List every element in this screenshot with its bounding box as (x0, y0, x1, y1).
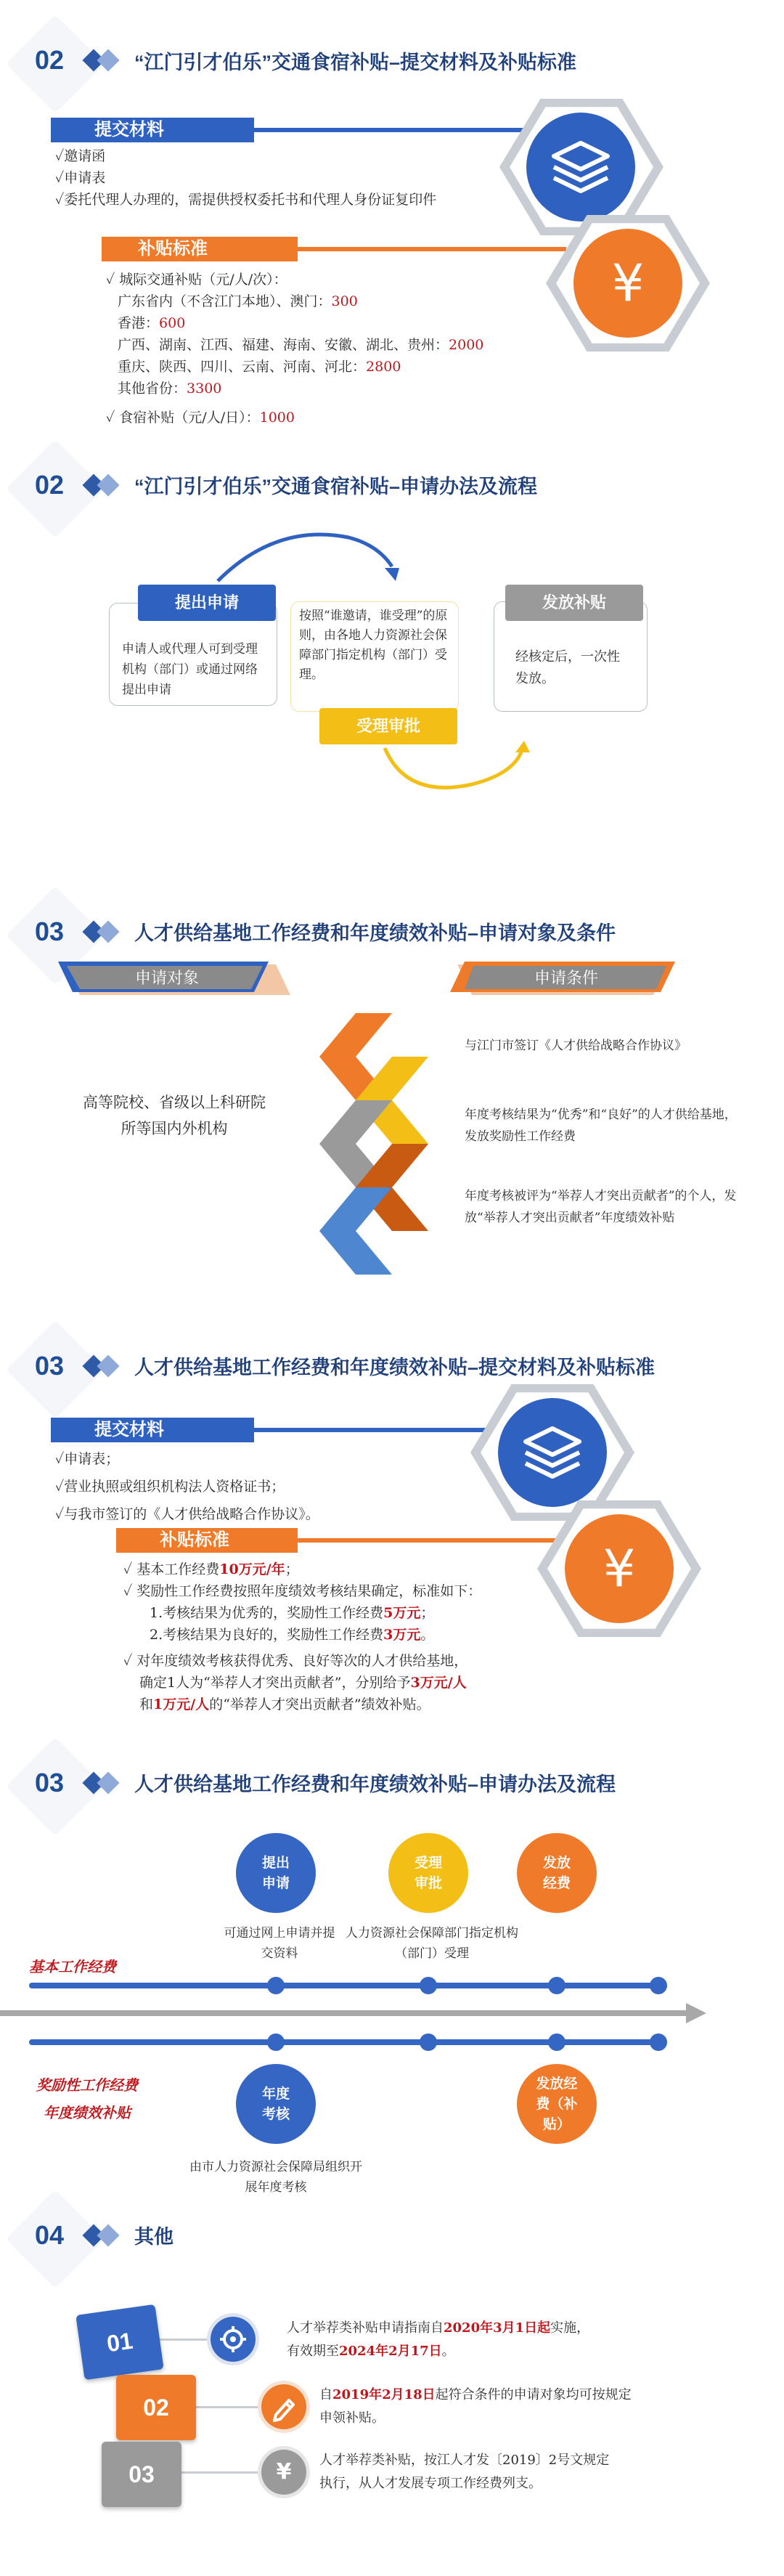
process-circle: 年度考核 (236, 2064, 316, 2144)
condition-1: 与江门市签订《人才供给战略合作协议》 (465, 1039, 687, 1053)
reward-label: 1.考核结果为优秀的，奖励性工作经费 (150, 1605, 384, 1621)
section-number: 03 (35, 1768, 65, 1797)
base-fund-label: ✓ 基本工作经费 (123, 1561, 220, 1577)
material-item: ✓委托代理人办理的，需提供授权委托书和代理人身份证复印件 (55, 192, 437, 208)
perf-label: 确定1人为“举荐人才突出贡献者”，分别给予 (139, 1675, 411, 1691)
layers-icon (498, 1398, 607, 1507)
timeline-dot (548, 2033, 565, 2051)
layers-icon (526, 113, 635, 222)
food-value: 1000 (259, 410, 295, 426)
section-number: 02 (35, 470, 65, 500)
section-number: 02 (35, 45, 65, 75)
base-fund-post: ； (285, 1561, 299, 1577)
material-item: ✓邀请函 (55, 148, 106, 164)
reward-label: 2.考核结果为良好的，奖励性工作经费 (150, 1627, 384, 1643)
other-item-text (287, 2317, 589, 2363)
timeline-dot (650, 2033, 667, 2051)
other-item-number: 03 (102, 2442, 181, 2507)
section-number: 04 (35, 2220, 65, 2250)
timeline-dot (548, 1977, 565, 1994)
timeline-line-2 (29, 2039, 661, 2045)
material-item: ✓申请表； (55, 1451, 120, 1467)
process-desc: 可通过网上申请并提交资料 (224, 1926, 335, 1961)
process-desc: 由市人力资源社会保障局组织开展年度考核 (189, 2160, 362, 2195)
text-part: 起符合条件的申请对象均可按规定 (435, 2387, 632, 2402)
standard-row-value: 600 (159, 315, 186, 331)
step-text: 申请人或代理人可到受理机构（部门）或通过网络提出申请 (122, 642, 258, 697)
section-title: 人才供给基地工作经费和年度绩效补贴–申请办法及流程 (134, 1773, 616, 1795)
yen-icon: ¥ (573, 229, 682, 338)
standard-list (123, 1559, 481, 1715)
standard-list (106, 269, 483, 428)
other-line (319, 2407, 632, 2430)
perf-value: 1万元/人 (153, 1697, 210, 1712)
line2-label-b: 年度绩效补贴 (44, 2104, 131, 2121)
section-diamond-icon (97, 1771, 119, 1794)
yen-icon: ¥ (261, 2450, 306, 2495)
process-circle: 发放经费 (517, 1833, 597, 1913)
text-part: 自 (319, 2387, 332, 2402)
section-title: 其他 (134, 2226, 173, 2248)
timeline-dot (420, 2033, 437, 2051)
other-item-text (319, 2384, 632, 2430)
section-title: “江门引才伯乐”交通食宿补贴–提交材料及补贴标准 (134, 52, 577, 73)
line2-label (15, 2071, 160, 2126)
base-fund-row (123, 1559, 481, 1580)
text-highlight: 2019年2月18日 (332, 2387, 436, 2402)
standard-row (106, 334, 483, 356)
standard-row-value: 2000 (449, 337, 484, 353)
food-row (106, 407, 483, 428)
materials-list (55, 1445, 319, 1528)
process-desc: 人力资源社会保障部门指定机构（部门）受理 (346, 1926, 518, 1961)
timeline-line-1 (29, 1983, 661, 1988)
section-diamond-icon (97, 2224, 119, 2246)
perf-row (123, 1672, 481, 1694)
step-text: 经核定后，一次性发放。 (515, 649, 620, 686)
perf-row (123, 1694, 481, 1715)
material-item: ✓营业执照或组织机构法人资格证书； (55, 1479, 285, 1495)
standard-row-value: 3300 (187, 381, 222, 397)
text-highlight: 2024年2月17日 (339, 2344, 442, 2359)
condition-3: 年度考核被评为“举荐人才突出贡献者”的个人，发放“举荐人才突出贡献者”年度绩效补贴 (465, 1189, 737, 1225)
step-label: 发放补贴 (505, 585, 643, 621)
other-item-number: 02 (116, 2375, 196, 2440)
standard-row-label: 香港： (118, 315, 160, 331)
other-line (287, 2340, 589, 2363)
standard-row-value: 2800 (366, 359, 401, 375)
standard-row-value: 300 (331, 293, 358, 309)
material-item: ✓申请表 (55, 170, 106, 186)
timeline-arrow (0, 2010, 690, 2016)
food-label: ✓ 食宿补贴（元/人/日）： (106, 410, 260, 426)
perf-label: 和 (139, 1697, 154, 1712)
section-diamond-icon (97, 49, 119, 71)
section-number: 03 (35, 917, 65, 946)
target-label: 申请对象 (134, 970, 199, 988)
materials-header-line (211, 128, 544, 132)
standard-row-label: 广东省内（不含江门本地）、澳门： (118, 293, 332, 309)
standard-header: 补贴标准 (116, 1528, 298, 1553)
timeline-dot (420, 1977, 437, 1994)
condition-2: 年度考核结果为“优秀”和“良好”的人才供给基地，发放奖励性工作经费 (465, 1108, 737, 1144)
timeline-dot (267, 2033, 285, 2051)
other-item-text (319, 2449, 609, 2495)
timeline-dot (267, 1977, 285, 1994)
step-text: 按照“谁邀请，谁受理”的原则，由各地人力资源社会保障部门指定机构（部门）受理。 (299, 609, 448, 682)
standard-header: 补贴标准 (102, 237, 298, 261)
material-item: ✓与我市签订的《人才供给战略合作协议》。 (55, 1506, 319, 1522)
materials-list (55, 145, 436, 211)
process-circle: 提出申请 (236, 1833, 316, 1913)
reward-value: 3万元 (383, 1627, 421, 1643)
section-diamond-icon (97, 920, 119, 943)
text-part: 有效期至 (287, 2344, 339, 2359)
other-item-number: 01 (75, 2304, 163, 2380)
process-circle: 受理审批 (388, 1833, 468, 1913)
gear-icon (211, 2317, 256, 2362)
materials-header-line (211, 1428, 515, 1432)
standard-header-line (261, 247, 566, 251)
text-part: 申领补贴。 (319, 2410, 385, 2426)
text-part: 实施， (550, 2320, 590, 2336)
standard-row-label: 其他省份： (118, 381, 187, 397)
standard-row (106, 312, 483, 334)
perf-value: 3万元/人 (410, 1675, 467, 1691)
standard-row (106, 290, 483, 312)
other-line: 执行，从人才发展专项工作经费列支。 (319, 2476, 542, 2491)
section-title: 人才供给基地工作经费和年度绩效补贴–申请对象及条件 (134, 922, 616, 944)
reward-row (123, 1624, 481, 1646)
standard-row-label: 重庆、陕西、四川、云南、河南、河北： (118, 359, 367, 375)
line2-label-a: 奖励性工作经费 (36, 2076, 138, 2094)
perf-post: 的“举荐人才突出贡献者”绩效补贴。 (209, 1697, 430, 1712)
other-line (319, 2384, 632, 2407)
standard-header-line (254, 1538, 559, 1543)
text-part: 人才举荐类补贴申请指南自 (287, 2320, 444, 2336)
text-part: 。 (441, 2344, 455, 2359)
section-diamond-icon (97, 474, 119, 496)
step-label: 受理审批 (319, 708, 457, 744)
section-title: “江门引才伯乐”交通食宿补贴–申请办法及流程 (134, 476, 538, 497)
materials-header: 提交材料 (51, 118, 254, 142)
reward-row (123, 1602, 481, 1624)
other-line (287, 2317, 589, 2340)
arrow-head-icon (686, 2003, 706, 2023)
pencil-icon (261, 2384, 306, 2429)
standard-row-label: 广西、湖南、江西、福建、海南、安徽、湖北、贵州： (118, 337, 449, 353)
perf-row: ✓ 对年度绩效考核获得优秀、良好等次的人才供给基地， (123, 1653, 468, 1669)
timeline-dot (650, 1977, 667, 1994)
materials-header: 提交材料 (51, 1418, 254, 1442)
step-label: 提出申请 (138, 585, 276, 621)
section-number: 03 (35, 1351, 65, 1381)
reward-post: ； (420, 1605, 435, 1621)
section-diamond-icon (97, 1354, 119, 1377)
standard-head: ✓ 城际交通补贴（元/人/次）： (106, 272, 287, 288)
yen-icon: ¥ (565, 1514, 674, 1623)
condition-label: 申请条件 (534, 970, 598, 988)
reward-post: 。 (420, 1627, 435, 1643)
standard-row (106, 378, 483, 399)
reward-head: ✓ 奖励性工作经费按照年度绩效考核结果确定，标准如下： (123, 1583, 482, 1599)
process-circle: 发放经费（补贴） (517, 2064, 597, 2144)
section-title: 人才供给基地工作经费和年度绩效补贴–提交材料及补贴标准 (134, 1357, 656, 1378)
target-text: 高等院校、省级以上科研院所等国内外机构 (83, 1094, 266, 1137)
reward-value: 5万元 (383, 1605, 421, 1621)
other-line: 人才举荐类补贴，按江人才发〔2019〕2号文规定 (319, 2453, 610, 2468)
chevron-graphic (305, 1013, 450, 1275)
standard-row (106, 356, 483, 378)
line1-label: 基本工作经费 (29, 1958, 116, 1975)
base-fund-value: 10万元/年 (219, 1561, 285, 1577)
text-highlight: 2020年3月1日起 (444, 2320, 551, 2336)
